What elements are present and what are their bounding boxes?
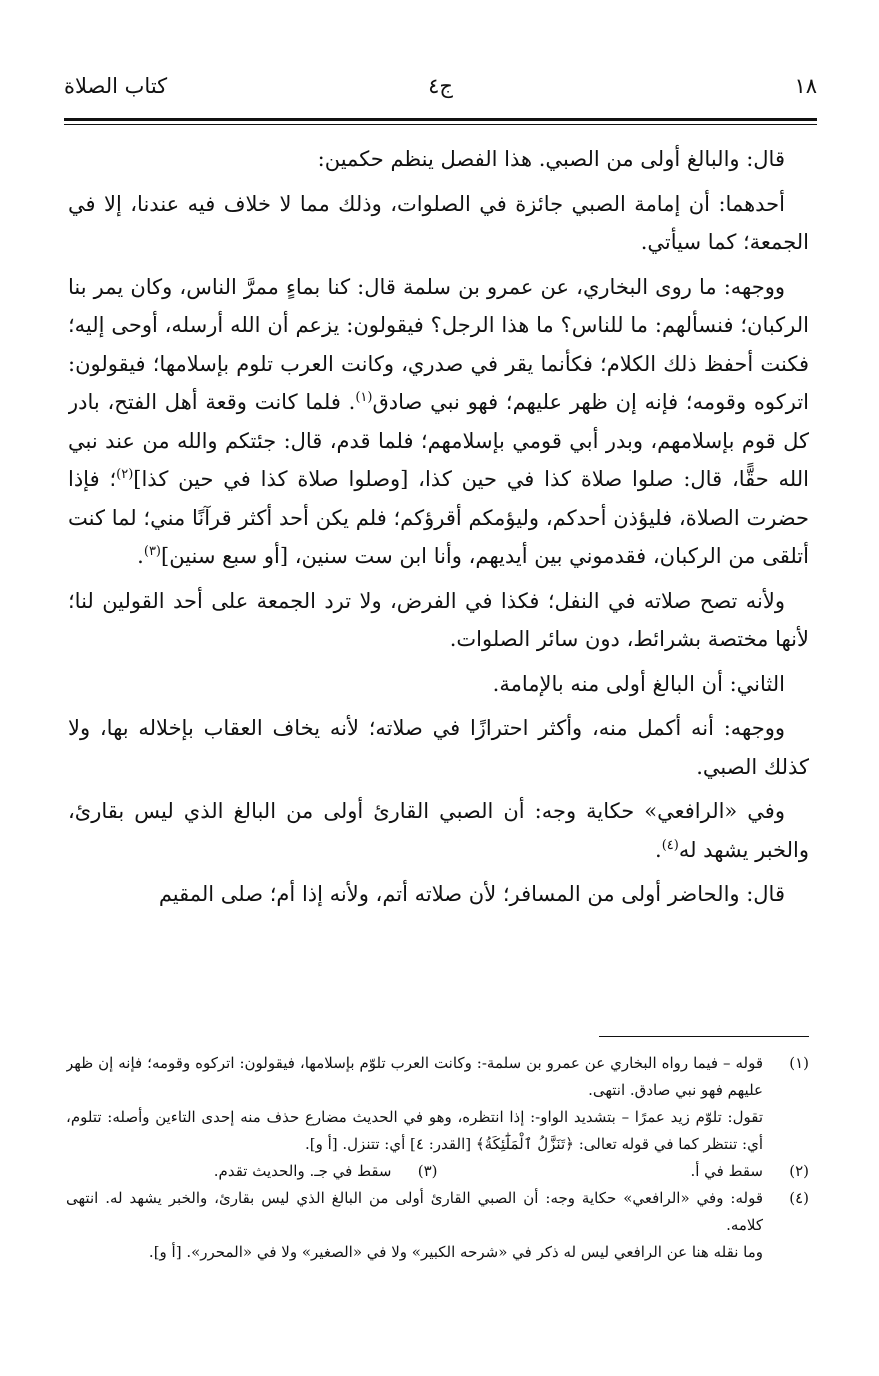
footnotes [66,1050,809,1310]
footnote-2 [438,1158,810,1185]
paragraph-text: ووجهه: أنه أكمل منه، وأكثر احترازًا في صلاته؛ لأنه يخاف العقاب بإخلاله بها، ولا كذلك الصبي. [68,716,809,779]
header-rule-thick [64,118,817,121]
footnote-mark: (٤) [789,1189,809,1207]
footnote-mark: (١) [789,1054,809,1072]
paragraph [68,875,809,914]
footnote-text: قوله – فيما رواه البخاري عن عمرو بن سلمة-: وكانت العرب تلوّم بإسلامها، فيقولون: اتركوه وقومه؛ فإنه إن ظهر عليهم فهو نبي صادق. انتهى. [66,1054,763,1099]
paragraph [68,185,809,262]
footnote-mark: (٣) [417,1162,438,1180]
footnote-3 [66,1158,438,1185]
paragraph-text: قال: والحاضر أولى من المسافر؛ لأن صلاته أتم، ولأنه إذا أم؛ صلى المقيم [158,882,785,906]
footnote-ref: (٤) [661,837,679,853]
footnote-separator [599,1036,809,1037]
paragraph [68,268,809,576]
header-rule-thin [64,124,817,125]
footnote-4-continuation: وما نقله هنا عن الرافعي ليس له ذكر في «شرحه الكبير» ولا في «الصغير» ولا في «المحرر». [أ و]. [148,1243,763,1261]
paragraph [68,582,809,659]
footnote-mark: (٢) [789,1162,809,1180]
page-number: ١٨ [794,74,817,98]
running-header [64,74,817,114]
paragraph [68,140,809,179]
footnote-1 [66,1050,809,1104]
footnote-ref: (٢) [116,467,134,482]
paragraph-text: . فلما كانت وقعة أهل الفتح، بادر كل قوم بإسلامهم، وبدر أبي قومي بإسلامهم؛ فلما قدم، قال: جئتكم والله من عند نبي الله حقًّا، قال: صلوا صلاة كذا في حين كذا، [وصلوا صلاة كذا في حين كذا] [68,390,809,491]
paragraph-text: ولأنه تصح صلاته في النفل؛ فكذا في الفرض، ولا ترد الجمعة على أحد القولين لنا؛ لأنها مختصة بشرائط، دون سائر الصلوات. [68,588,809,651]
paragraph [68,665,809,704]
footnote-text: سقط في أ. [690,1162,763,1180]
paragraph-text: ؛ فإذا حضرت الصلاة، فليؤذن أحدكم، وليؤمكم أقرؤكم؛ فلم يكن أحد أكثر قرآنًا مني؛ لما كنت أتلقى من الركبان، فقدموني بين أيديهم، وأنا ابن ست سنين، [أو سبع سنين] [68,467,809,568]
book-title: كتاب الصلاة [64,74,168,98]
footnote-4 [66,1185,809,1239]
paragraph-text: ووجهه: ما روى البخاري، عن عمرو بن سلمة قال: كنا بماءٍ ممرَّ الناس، وكان يمر بنا الركبان؛ فنسألهم: ما للناس؟ ما هذا الرجل؟ فيقولون: يزعم أن الله أرسله، أوحى إليه؛ فكنت أحفظ ذلك الكلام؛ فكأنما يقر في صدري، وكانت العرب تلوم بإسلامها؛ فيقولون: اتركوه وقومه؛ فإنه إن ظهر عليهم؛ فهو نبي صادق [68,274,809,414]
paragraph-text: . [137,544,144,568]
paragraph [68,792,809,869]
main-text [68,140,809,1020]
footnote-text: سقط في جـ. والحديث تقدم. [213,1162,392,1180]
paragraph-text: قال: والبالغ أولى من الصبي. هذا الفصل ينظم حكمين: [317,147,785,171]
footnote-ref: (١) [355,390,373,405]
footnote-ref: (٣) [143,544,161,559]
paragraph-text: . [655,837,662,862]
paragraph-text: أحدهما: أن إمامة الصبي جائزة في الصلوات، وذلك مما لا خلاف فيه عندنا، إلا في الجمعة؛ كما سيأتي. [68,191,809,254]
paragraph [68,709,809,786]
paragraph-text: الثاني: أن البالغ أولى منه بالإمامة. [492,671,785,696]
volume-label: ج٤ [428,74,453,98]
footnote-1-continuation: تقول: تلوّم زيد عمرًا – بتشديد الواو-: إذا انتظره، وهو في الحديث مضارع حذف منه إحدى التاءين وأصله: تتلوم، أي: تنتظر كما في قوله تعالى: ﴿تَنَزَّلُ ٱلْمَلَٰٓئِكَةُ﴾ [القدر: ٤] أي: تتنزل. [أ و]. [66,1108,763,1153]
paragraph-text: وفي «الرافعي» حكاية وجه: أن الصبي القارئ أولى من البالغ الذي ليس بقارئ، والخبر يشهد له [68,799,809,862]
footnote-pair [66,1158,809,1185]
footnote-text: قوله: وفي «الرافعي» حكاية وجه: أن الصبي القارئ أولى من البالغ الذي ليس بقارئ، والخبر يشهد له. انتهى كلامه. [66,1189,763,1234]
